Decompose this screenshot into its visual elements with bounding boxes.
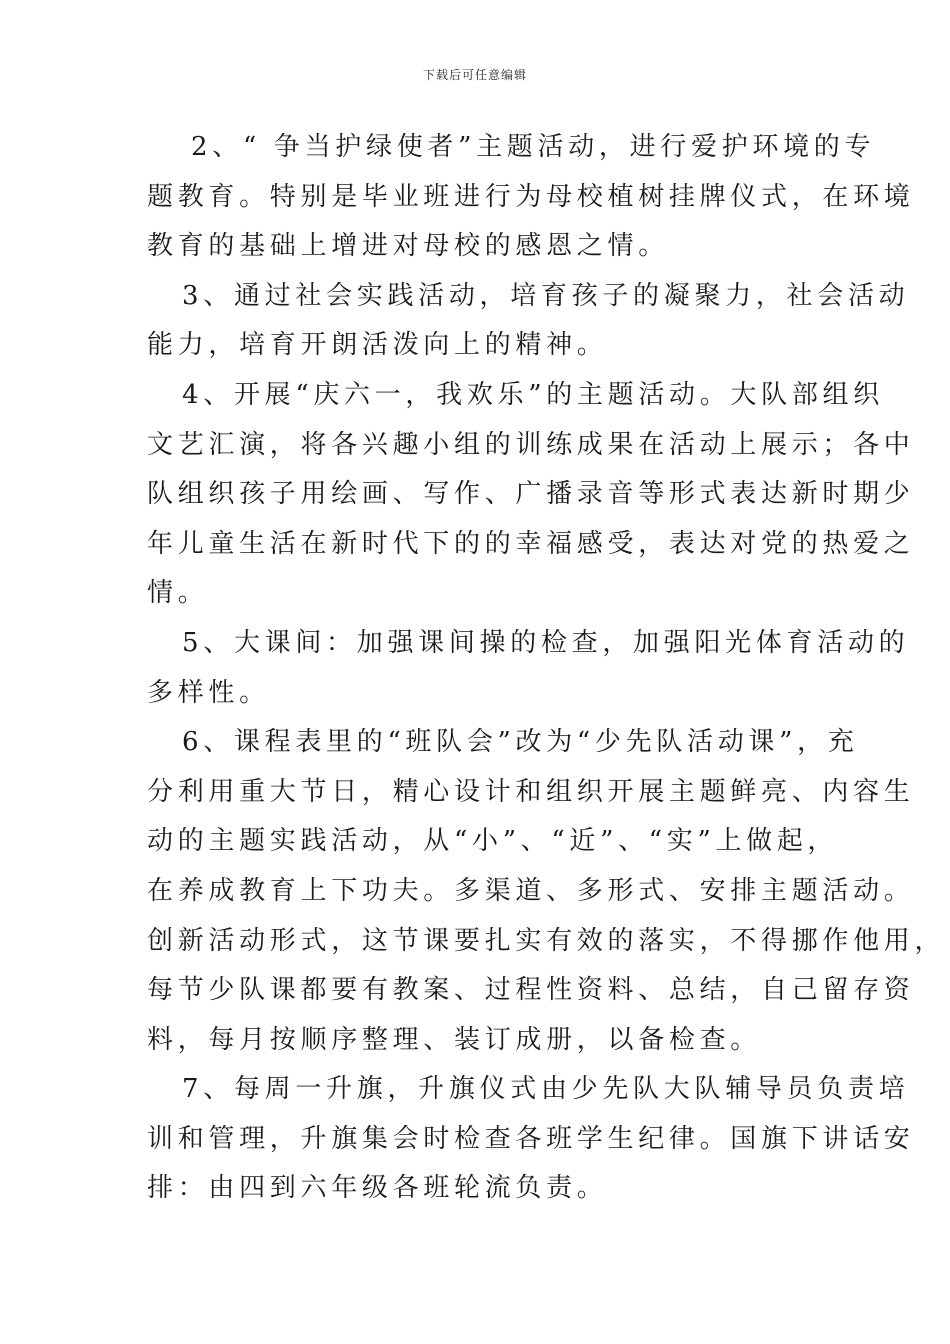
text-line: 3、通过社会实践活动，培育孩子的凝聚力，社会活动 bbox=[182, 280, 910, 311]
text-line: 题教育。特别是毕业班进行为母校植树挂牌仪式，在环境 bbox=[147, 181, 915, 212]
text-line: 7、每周一升旗，升旗仪式由少先队大队辅导员负责培 bbox=[182, 1074, 910, 1105]
text-line: 4、开展“庆六一，我欢乐”的主题活动。大队部组织 bbox=[182, 379, 884, 410]
text-line: 动的主题实践活动，从“小”、“近”、“实”上做起， bbox=[147, 826, 839, 857]
text-line: 多样性。 bbox=[147, 677, 270, 708]
text-line: 文艺汇演，将各兴趣小组的训练成果在活动上展示；各中 bbox=[147, 429, 915, 460]
text-line: 能力，培育开朗活泼向上的精神。 bbox=[147, 330, 608, 361]
text-line: 年儿童生活在新时代下的的幸福感受，表达对党的热爱之 bbox=[147, 528, 915, 559]
text-line: 6、课程表里的“班队会”改为“少先队活动课”，充 bbox=[182, 727, 859, 758]
text-line: 队组织孩子用绘画、写作、广播录音等形式表达新时期少 bbox=[147, 479, 915, 510]
text-line: 在养成教育上下功夫。多渠道、多形式、安排主题活动。 bbox=[147, 875, 915, 906]
text-line: 排：由四到六年级各班轮流负责。 bbox=[147, 1173, 608, 1204]
text-line: 教育的基础上增进对母校的感恩之情。 bbox=[147, 231, 669, 262]
text-line: 每节少队课都要有教案、过程性资料、总结，自己留存资 bbox=[147, 975, 915, 1006]
text-line: 训和管理，升旗集会时检查各班学生纪律。国旗下讲话安 bbox=[147, 1123, 915, 1154]
text-line: 料，每月按顺序整理、装订成册，以备检查。 bbox=[147, 1024, 762, 1055]
text-line: 分利用重大节日，精心设计和组织开展主题鲜亮、内容生 bbox=[147, 776, 915, 807]
document-body bbox=[147, 123, 946, 1214]
text-line: 2、“ 争当护绿使者”主题活动，进行爱护环境的专 bbox=[191, 132, 876, 162]
text-line: 5、大课间：加强课间操的检查，加强阳光体育活动的 bbox=[182, 627, 910, 658]
text-line: 情。 bbox=[147, 578, 209, 609]
text-line: 创新活动形式，这节课要扎实有效的落实，不得挪作他用， bbox=[147, 925, 946, 956]
page-header: 下载后可任意编辑 bbox=[422, 68, 527, 82]
